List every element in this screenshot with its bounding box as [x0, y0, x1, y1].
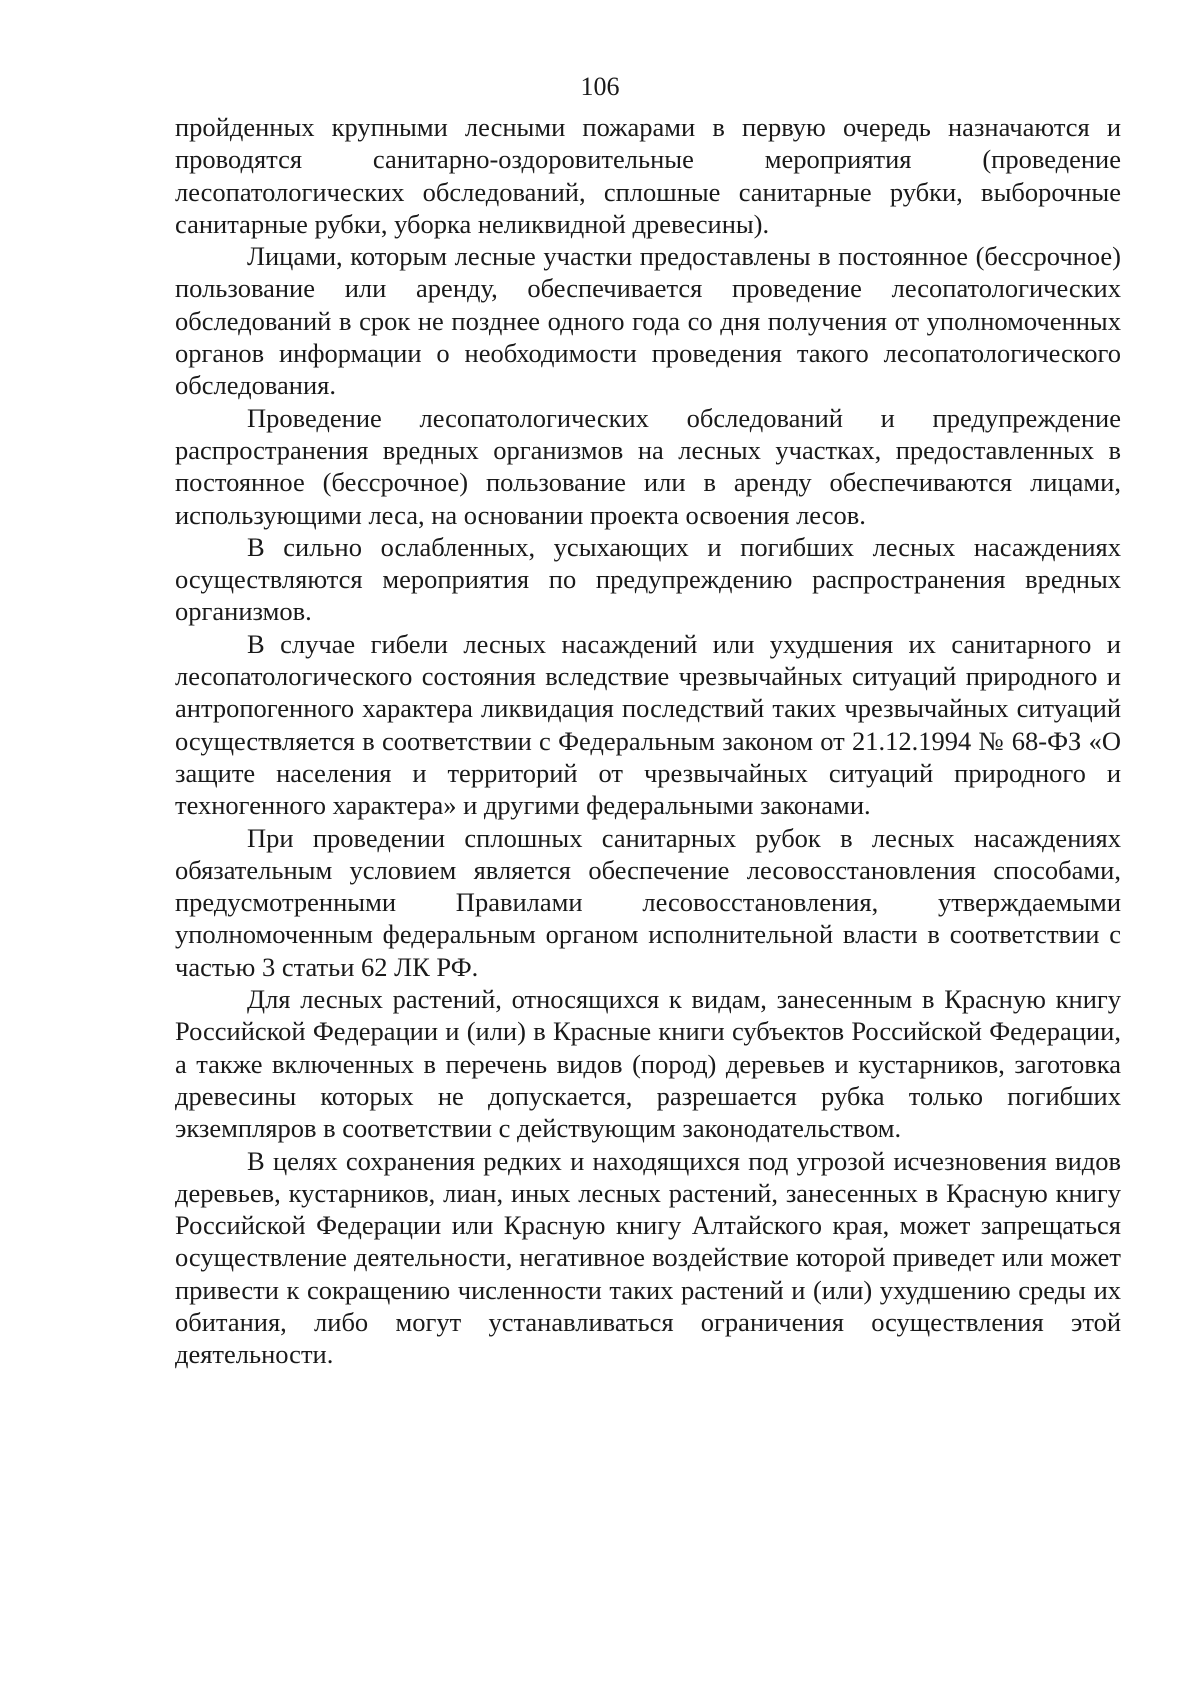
paragraph-continuation: пройденных крупными лесными пожарами в первую очередь назначаются и проводятся санитарно-оздоровительные мероприятия (проведение лесопатологических обследований, сплошные санитарные рубки, выборочные санитарные рубки, уборка неликвидной древесины). — [175, 112, 1121, 239]
paragraph: Лицами, которым лесные участки предоставлены в постоянное (бессрочное) пользование или аренду, обеспечивается проведение лесопатологических обследований в срок не позднее одного года со дня получения от уполномоченных органов информации о необходимости проведения такого лесопатологического обследования. — [175, 241, 1121, 401]
paragraph: Для лесных растений, относящихся к видам, занесенным в Красную книгу Российской Федерации и (или) в Красные книги субъектов Российской Федерации, а также включенных в перечень видов (пород) деревьев и кустарников, заготовка древесины которых не допускается, разрешается рубка только погибших экземпляров в соответствии с действующим законодательством. — [175, 984, 1121, 1144]
paragraph: Проведение лесопатологических обследований и предупреждение распространения вредных организмов на лесных участках, предоставленных в постоянное (бессрочное) пользование или в аренду обеспечиваются лицами, использующими леса, на основании проекта освоения лесов. — [175, 402, 1121, 530]
paragraph: В целях сохранения редких и находящихся под угрозой исчезновения видов деревьев, кустарников, лиан, иных лесных растений, занесенных в Красную книгу Российской Федерации или Красную книгу Алтайского края, может запрещаться осуществление деятельности, негативное воздействие которой приведет или может привести к сокращению численности таких растений и (или) ухудшению среды их обитания, либо могут устанавливаться ограничения осуществления этой деятельности. — [175, 1145, 1121, 1370]
document-body — [175, 111, 1121, 1371]
paragraph: При проведении сплошных санитарных рубок в лесных насаждениях обязательным условием является обеспечение лесовосстановления способами, предусмотренными Правилами лесовосстановления, утверждаемыми уполномоченным федеральным органом исполнительной власти в соответствии с частью 3 статьи 62 ЛК РФ. — [175, 822, 1121, 982]
paragraph: В сильно ослабленных, усыхающих и погибших лесных насаждениях осуществляются мероприятия по предупреждению распространения вредных организмов. — [175, 531, 1121, 627]
page-number: 106 — [580, 72, 620, 101]
paragraph: В случае гибели лесных насаждений или ухудшения их санитарного и лесопатологического состояния вследствие чрезвычайных ситуаций природного и антропогенного характера ликвидация последствий таких чрезвычайных ситуаций осуществляется в соответствии с Федеральным законом от 21.12.1994 № 68-ФЗ «О защите населения и территорий от чрезвычайных ситуаций природного и техногенного характера» и другими федеральными законами. — [175, 628, 1121, 821]
